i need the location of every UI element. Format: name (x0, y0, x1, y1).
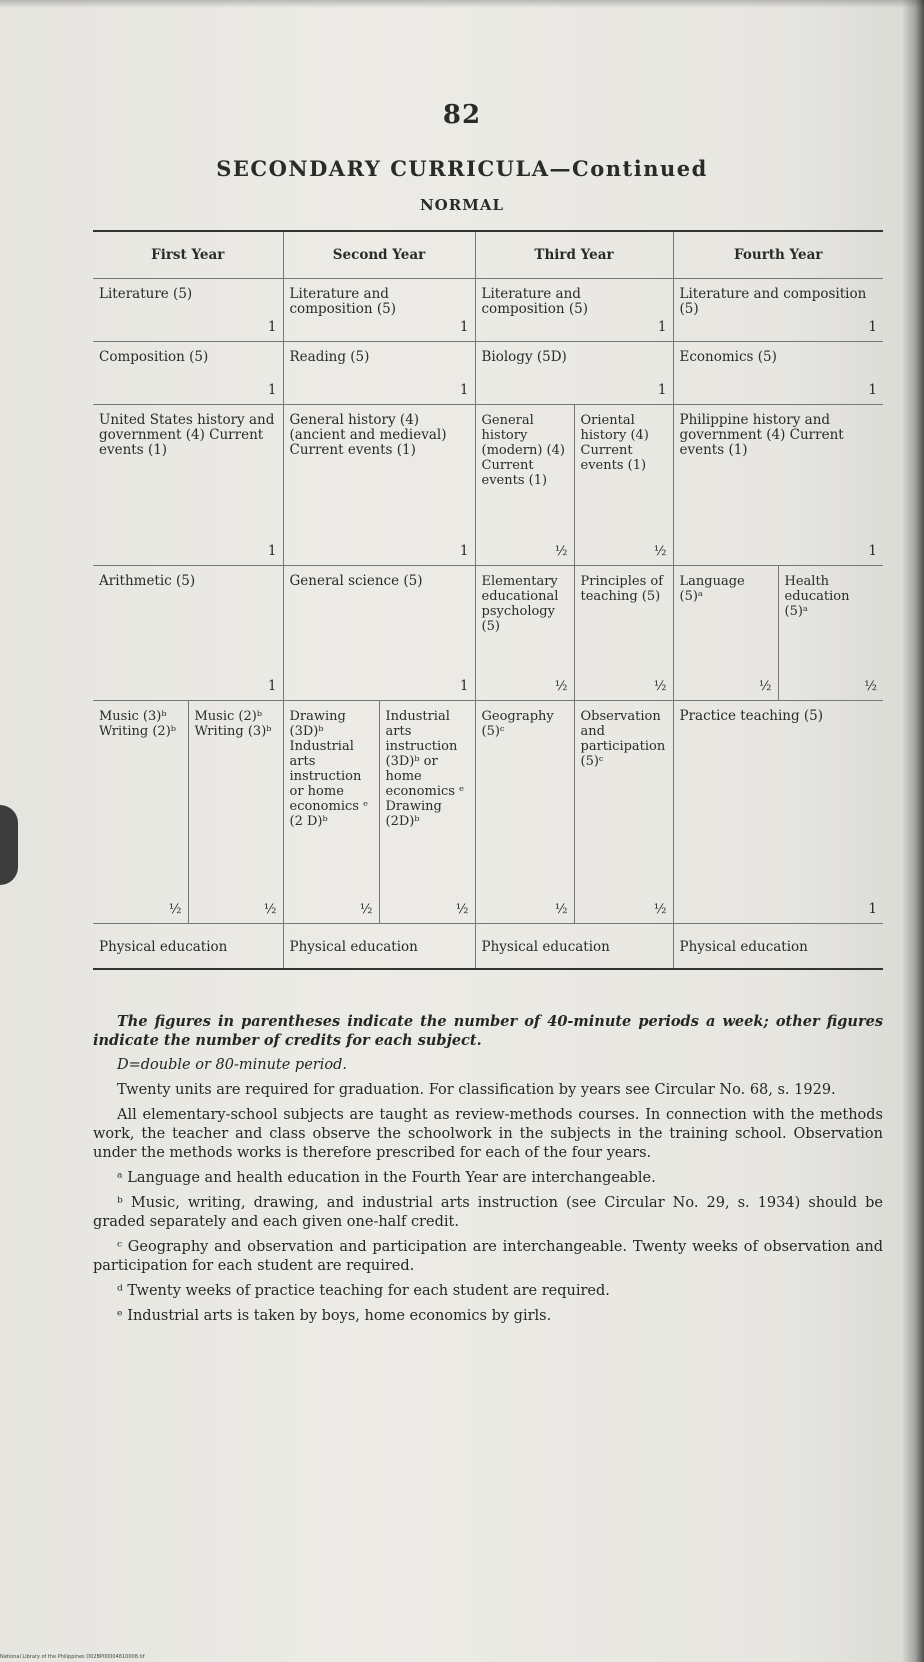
table-cell (283, 279, 475, 342)
table-cell (475, 566, 574, 701)
header-third-year: Third Year (475, 231, 673, 279)
subject: Oriental history (4) Current events (1) (580, 413, 649, 473)
credit: ½ (359, 902, 373, 917)
credit: 1 (657, 382, 667, 398)
table-cell (673, 405, 883, 566)
table-row (93, 279, 883, 342)
table-row (93, 701, 883, 924)
footnote-b: ᵇ Music, writing, drawing, and industrial arts instruction (see Circular No. 29, s. 1934) should be graded separately and each given one-half credit. (93, 1195, 883, 1230)
table-cell (475, 405, 574, 566)
credit: ½ (653, 679, 667, 694)
table-row (93, 342, 883, 405)
subject: United States history and government (4) Current events (1) (99, 412, 275, 458)
table-cell (93, 566, 283, 701)
header-first-year: First Year (93, 231, 283, 279)
subject: General history (modern) (4) Current events (1) (481, 413, 565, 488)
subject: Literature (5) (99, 286, 193, 302)
credit: ½ (864, 679, 878, 694)
table-cell (93, 405, 283, 566)
subject: Language (5)ᵃ (679, 574, 745, 604)
table-cell (283, 342, 475, 405)
table-cell (673, 566, 778, 701)
archive-footer: National Library of the Philippines D02BP00004810008.tif (0, 1654, 145, 1660)
table-cell (283, 701, 379, 924)
subject: Composition (5) (99, 349, 209, 365)
credit: 1 (657, 319, 667, 335)
subject: Industrial arts instruction (3D)ᵇ or home economics ᵉ Drawing (2D)ᵇ (385, 709, 465, 829)
table-cell (283, 405, 475, 566)
table-cell (379, 701, 475, 924)
table-cell (673, 342, 883, 405)
subject: Principles of teaching (5) (580, 574, 664, 604)
subject: Reading (5) (289, 349, 370, 365)
note-double: D=double or 80-minute period. (117, 1057, 347, 1073)
table-cell (93, 701, 188, 924)
credit: 1 (267, 678, 277, 694)
table-cell (574, 405, 673, 566)
credit: ½ (653, 544, 667, 559)
credit: ½ (554, 679, 568, 694)
credit: ½ (168, 902, 182, 917)
curriculum-table (93, 230, 883, 970)
note-elementary: All elementary-school subjects are taught as review-methods courses. In connection with the methods work, the teacher and class observe the schoolwork in the subjects in the training school. Observation under the methods works is therefore prescribed for each of the four years. (93, 1107, 883, 1161)
credit: 1 (267, 382, 277, 398)
footnote-c: ᶜ Geography and observation and participation are interchangeable. Twenty weeks of observation and participation for each student are required. (93, 1239, 883, 1274)
note-units: Twenty units are required for graduation. For classification by years see Circular No. 68, s. 1929. (117, 1082, 836, 1098)
subject: Practice teaching (5) (679, 708, 824, 724)
table-row (93, 924, 883, 970)
subject: Geography (5)ᶜ (481, 709, 554, 739)
table-cell (778, 566, 883, 701)
credit: 1 (868, 543, 878, 559)
credit: 1 (868, 319, 878, 335)
credit: ½ (554, 902, 568, 917)
credit: ½ (758, 679, 772, 694)
page-number: 82 (442, 100, 482, 130)
table-row (93, 405, 883, 566)
subject: Music (3)ᵇ Writing (2)ᵇ (99, 709, 176, 739)
table-cell (673, 279, 883, 342)
table-cell (188, 701, 283, 924)
subject: General history (4) (ancient and medieval) Current events (1) (289, 412, 447, 458)
table-cell: Physical education (283, 924, 475, 970)
table-cell (475, 701, 574, 924)
credit: 1 (459, 543, 469, 559)
table-cell (475, 342, 673, 405)
table-cell: Physical education (93, 924, 283, 970)
credit: ½ (653, 902, 667, 917)
credit: 1 (267, 319, 277, 335)
notes-section (93, 1012, 883, 1332)
table-cell: Physical education (673, 924, 883, 970)
credit: 1 (459, 382, 469, 398)
credit: ½ (455, 902, 469, 917)
page-title: SECONDARY CURRICULA—Continued (216, 156, 708, 181)
note-intro: The figures in parentheses indicate the number of 40-minute periods a week; other figures indicate the number of credits for each subject. (93, 1013, 883, 1049)
table-cell (93, 279, 283, 342)
table-cell: Physical education (475, 924, 673, 970)
page-top-shadow (0, 0, 924, 8)
credit: 1 (267, 543, 277, 559)
subject: Literature and composition (5) (289, 286, 396, 317)
header-row (93, 231, 883, 279)
footnote-d: ᵈ Twenty weeks of practice teaching for each student are required. (117, 1283, 610, 1299)
table-cell (93, 342, 283, 405)
footnote-e: ᵉ Industrial arts is taken by boys, home economics by girls. (117, 1308, 552, 1324)
table-cell (283, 566, 475, 701)
subject: Literature and composition (5) (679, 286, 867, 317)
credit: ½ (263, 902, 277, 917)
subject: Health education (5)ᵃ (784, 574, 850, 619)
subject: Biology (5D) (481, 349, 567, 365)
table-cell (574, 566, 673, 701)
subject: Philippine history and government (4) Current events (1) (679, 412, 844, 458)
credit: ½ (554, 544, 568, 559)
subject: Economics (5) (679, 349, 777, 365)
footnote-a: ᵃ Language and health education in the Fourth Year are interchangeable. (117, 1170, 656, 1186)
subject: Observation and participation (5)ᶜ (580, 709, 666, 769)
header-second-year: Second Year (283, 231, 475, 279)
table-cell (673, 701, 883, 924)
subject: Drawing (3D)ᵇ Industrial arts instruction or home economics ᵉ (2 D)ᵇ (289, 709, 369, 829)
subject: Music (2)ᵇ Writing (3)ᵇ (194, 709, 272, 739)
scan-artifact (0, 805, 18, 885)
page-binding-shadow (902, 0, 924, 1662)
table-cell (574, 701, 673, 924)
credit: 1 (868, 382, 878, 398)
header-fourth-year: Fourth Year (673, 231, 883, 279)
subject: Arithmetic (5) (99, 573, 196, 589)
subject: General science (5) (289, 573, 423, 589)
table-row (93, 566, 883, 701)
subject: Elementary educational psychology (5) (481, 574, 559, 634)
subject: Literature and composition (5) (481, 286, 588, 317)
page-subtitle: NORMAL (419, 196, 505, 214)
table-cell (475, 279, 673, 342)
credit: 1 (868, 901, 878, 917)
credit: 1 (459, 319, 469, 335)
credit: 1 (459, 678, 469, 694)
